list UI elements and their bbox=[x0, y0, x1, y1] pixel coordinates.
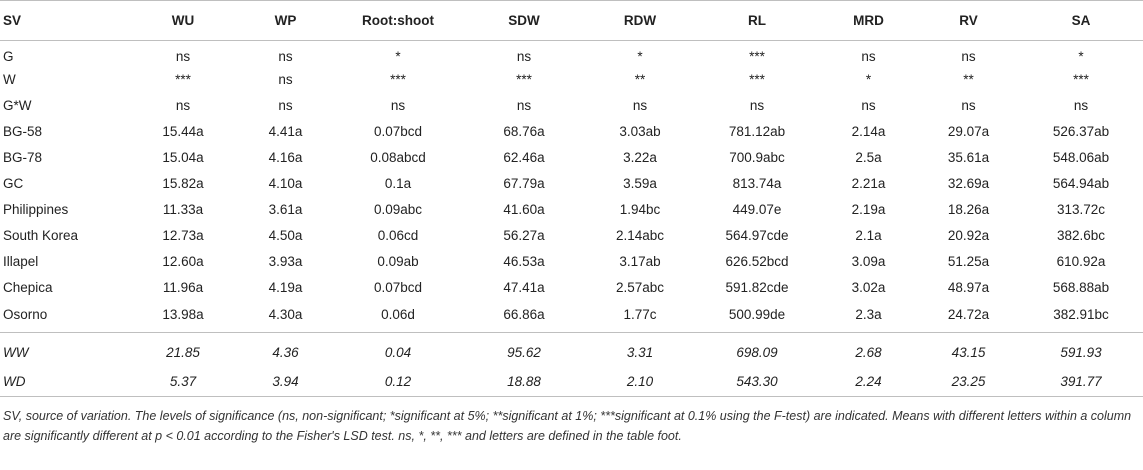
table-cell: 698.09 bbox=[695, 333, 819, 367]
table-cell: 526.37ab bbox=[1052, 124, 1110, 139]
table-cell: 35.61a bbox=[947, 150, 990, 165]
table-cell: 3.03ab bbox=[619, 124, 661, 139]
table-cell: 313.72c bbox=[1056, 202, 1106, 217]
table-cell: 0.07bcd bbox=[373, 280, 423, 295]
table-cell: 568.88ab bbox=[1052, 280, 1110, 295]
table-cell: 2.24 bbox=[819, 367, 918, 397]
table-cell: 18.26a bbox=[947, 202, 990, 217]
table-cell: ns bbox=[516, 98, 532, 113]
table-cell: 3.17ab bbox=[619, 254, 661, 269]
table-cell: 4.36 bbox=[238, 333, 333, 367]
row-label: G bbox=[3, 48, 14, 64]
table-cell: 0.09ab bbox=[377, 254, 419, 269]
table-cell: 2.3a bbox=[855, 306, 882, 322]
table-cell: 382.6bc bbox=[1056, 228, 1106, 243]
row-label: GC bbox=[3, 176, 24, 191]
column-header: MRD bbox=[819, 1, 918, 41]
table-cell: 3.09a bbox=[851, 254, 886, 269]
table-cell: 2.5a bbox=[855, 150, 882, 165]
table-row bbox=[0, 249, 1143, 275]
row-label: BG-58 bbox=[3, 124, 43, 139]
row-label: BG-78 bbox=[3, 150, 43, 165]
table-cell: 700.9abc bbox=[729, 150, 785, 165]
table-cell: ns bbox=[390, 98, 406, 113]
row-label: Illapel bbox=[3, 254, 39, 269]
table-cell: 2.1a bbox=[855, 228, 882, 243]
table-cell: ns bbox=[278, 72, 293, 87]
table-cell: 382.91bc bbox=[1053, 306, 1109, 322]
table-cell: 4.50a bbox=[268, 228, 303, 243]
table-row bbox=[0, 41, 1143, 67]
table-cell: *** bbox=[749, 48, 765, 64]
table-cell: 11.96a bbox=[162, 280, 204, 295]
table-cell: 18.88 bbox=[463, 367, 585, 397]
table-cell: ns bbox=[1073, 98, 1089, 113]
table-cell: 47.41a bbox=[503, 280, 545, 295]
table-cell: 46.53a bbox=[503, 254, 545, 269]
table-cell: *** bbox=[516, 72, 532, 87]
column-header: SDW bbox=[463, 1, 585, 41]
table-footnote: SV, source of variation. The levels of significance (ns, non-significant; *significant at 5%; **significant at 1%; ***significant at 0.1% using the F-test) are indicated. Means with different letters within a column are significantly different at p < 0.01 according to the Fisher's LSD test. ns, *, **, *** and letters are defined in the table foot. bbox=[3, 409, 1132, 443]
row-label: WW bbox=[0, 333, 128, 367]
table-row bbox=[0, 367, 1143, 397]
table-cell: 95.62 bbox=[463, 333, 585, 367]
table-cell: 4.41a bbox=[268, 124, 303, 139]
table-cell: 591.93 bbox=[1019, 333, 1143, 367]
table-row bbox=[0, 67, 1143, 93]
table-cell: 543.30 bbox=[695, 367, 819, 397]
table-cell: 2.14abc bbox=[615, 228, 665, 243]
table-cell: *** bbox=[390, 72, 406, 87]
table-cell: 449.07e bbox=[732, 202, 782, 217]
table-cell: 3.94 bbox=[238, 367, 333, 397]
table-cell: ns bbox=[175, 48, 191, 64]
table-cell: ns bbox=[632, 98, 648, 113]
row-label: W bbox=[3, 72, 16, 87]
column-header: SA bbox=[1019, 1, 1143, 41]
table-cell: * bbox=[395, 48, 401, 64]
table-cell: 15.04a bbox=[162, 150, 204, 165]
table-cell: 15.82a bbox=[162, 176, 204, 191]
table-cell: 67.79a bbox=[503, 176, 545, 191]
table-body bbox=[0, 41, 1143, 333]
column-header: SV bbox=[0, 1, 128, 41]
table-cell: 813.74a bbox=[732, 176, 782, 191]
row-label: South Korea bbox=[3, 228, 79, 243]
table-cell: *** bbox=[175, 72, 191, 87]
column-header: RV bbox=[918, 1, 1019, 41]
table-row bbox=[0, 93, 1143, 119]
table-header bbox=[0, 1, 1143, 41]
table-row bbox=[0, 145, 1143, 171]
table-cell: 32.69a bbox=[947, 176, 990, 191]
table-row bbox=[0, 301, 1143, 333]
table-cell: ns bbox=[278, 98, 293, 113]
table-cell: 4.16a bbox=[268, 150, 303, 165]
table-cell: 56.27a bbox=[503, 228, 545, 243]
row-label: Philippines bbox=[3, 202, 69, 217]
column-header: RDW bbox=[585, 1, 695, 41]
row-label: G*W bbox=[3, 98, 32, 113]
table-cell: 1.94bc bbox=[619, 202, 661, 217]
table-cell: 0.08abcd bbox=[370, 150, 426, 165]
table-cell: 3.93a bbox=[268, 254, 303, 269]
row-label: WD bbox=[0, 367, 128, 397]
table-cell: ** bbox=[634, 72, 646, 87]
table-row bbox=[0, 119, 1143, 145]
table-cell: 43.15 bbox=[918, 333, 1019, 367]
table-cell: 500.99de bbox=[728, 306, 786, 322]
table-row bbox=[0, 171, 1143, 197]
table-cell: ** bbox=[963, 72, 974, 87]
table-cell: * bbox=[1078, 48, 1084, 64]
table-cell: 0.09abc bbox=[373, 202, 423, 217]
table-cell: 548.06ab bbox=[1052, 150, 1110, 165]
table-cell: 3.59a bbox=[623, 176, 657, 191]
table-cell: 1.77c bbox=[623, 306, 657, 322]
column-header: RL bbox=[695, 1, 819, 41]
table-row bbox=[0, 275, 1143, 301]
table-cell: 12.73a bbox=[162, 228, 204, 243]
table-cell: 4.30a bbox=[268, 306, 303, 322]
table-cell: 3.61a bbox=[268, 202, 303, 217]
table-cell: ns bbox=[278, 48, 293, 64]
table-cell: 0.07bcd bbox=[373, 124, 423, 139]
table-cell: ns bbox=[749, 98, 765, 113]
table-cell: ns bbox=[961, 98, 976, 113]
table-cell: 564.94ab bbox=[1052, 176, 1110, 191]
table-cell: 29.07a bbox=[947, 124, 990, 139]
table-row bbox=[0, 197, 1143, 223]
column-header: Root:shoot bbox=[333, 1, 463, 41]
table-cell: 12.60a bbox=[162, 254, 204, 269]
table-cell: 2.14a bbox=[851, 124, 886, 139]
row-label: Osorno bbox=[3, 306, 48, 322]
table-row bbox=[0, 223, 1143, 249]
table-cell: 66.86a bbox=[503, 306, 545, 322]
table-cell: ns bbox=[516, 48, 532, 64]
table-cell: 62.46a bbox=[503, 150, 545, 165]
table-cell: 0.06d bbox=[381, 306, 415, 322]
table-cell: 48.97a bbox=[947, 280, 990, 295]
table-cell: * bbox=[865, 72, 872, 87]
table-cell: ns bbox=[861, 48, 876, 64]
table-cell: 0.1a bbox=[384, 176, 412, 191]
table-cell: 20.92a bbox=[947, 228, 990, 243]
table-cell: 23.25 bbox=[918, 367, 1019, 397]
table-cell: 0.04 bbox=[333, 333, 463, 367]
table-cell: 0.12 bbox=[333, 367, 463, 397]
table-cell: 51.25a bbox=[947, 254, 990, 269]
table-cell: 4.10a bbox=[268, 176, 303, 191]
table-cell: 21.85 bbox=[128, 333, 238, 367]
table-cell: ns bbox=[175, 98, 191, 113]
table-cell: 591.82cde bbox=[725, 280, 789, 295]
table-cell: 2.21a bbox=[851, 176, 886, 191]
table-cell: 0.06cd bbox=[377, 228, 419, 243]
table-cell: *** bbox=[1073, 72, 1089, 87]
table-cell: 5.37 bbox=[128, 367, 238, 397]
table-cell: 781.12ab bbox=[728, 124, 786, 139]
table-cell: 391.77 bbox=[1019, 367, 1143, 397]
table-cell: 564.97cde bbox=[725, 228, 789, 243]
column-header: WP bbox=[238, 1, 333, 41]
table-cell: 13.98a bbox=[162, 306, 204, 322]
table-cell: 3.22a bbox=[623, 150, 657, 165]
table-cell: 626.52bcd bbox=[725, 254, 789, 269]
table-cell: ns bbox=[961, 48, 976, 64]
table-cell: 4.19a bbox=[268, 280, 303, 295]
table-cell: 41.60a bbox=[503, 202, 545, 217]
table-cell: 24.72a bbox=[947, 306, 990, 322]
table-row bbox=[0, 333, 1143, 367]
table-cell: ns bbox=[861, 98, 876, 113]
table-cell: 2.19a bbox=[851, 202, 886, 217]
table-cell: *** bbox=[749, 72, 765, 87]
table-cell: 2.68 bbox=[819, 333, 918, 367]
table-cell: 3.31 bbox=[585, 333, 695, 367]
column-header: WU bbox=[128, 1, 238, 41]
table-cell: 2.57abc bbox=[615, 280, 665, 295]
table-cell: 610.92a bbox=[1056, 254, 1106, 269]
treatment-means-body bbox=[0, 333, 1143, 397]
table-cell: 15.44a bbox=[162, 124, 204, 139]
table-cell: 68.76a bbox=[503, 124, 545, 139]
table-cell: 3.02a bbox=[851, 280, 886, 295]
table-cell: * bbox=[637, 48, 643, 64]
header-row bbox=[0, 1, 1143, 41]
row-label: Chepica bbox=[3, 280, 53, 295]
table-cell: 2.10 bbox=[585, 367, 695, 397]
table-cell: 11.33a bbox=[162, 202, 204, 217]
